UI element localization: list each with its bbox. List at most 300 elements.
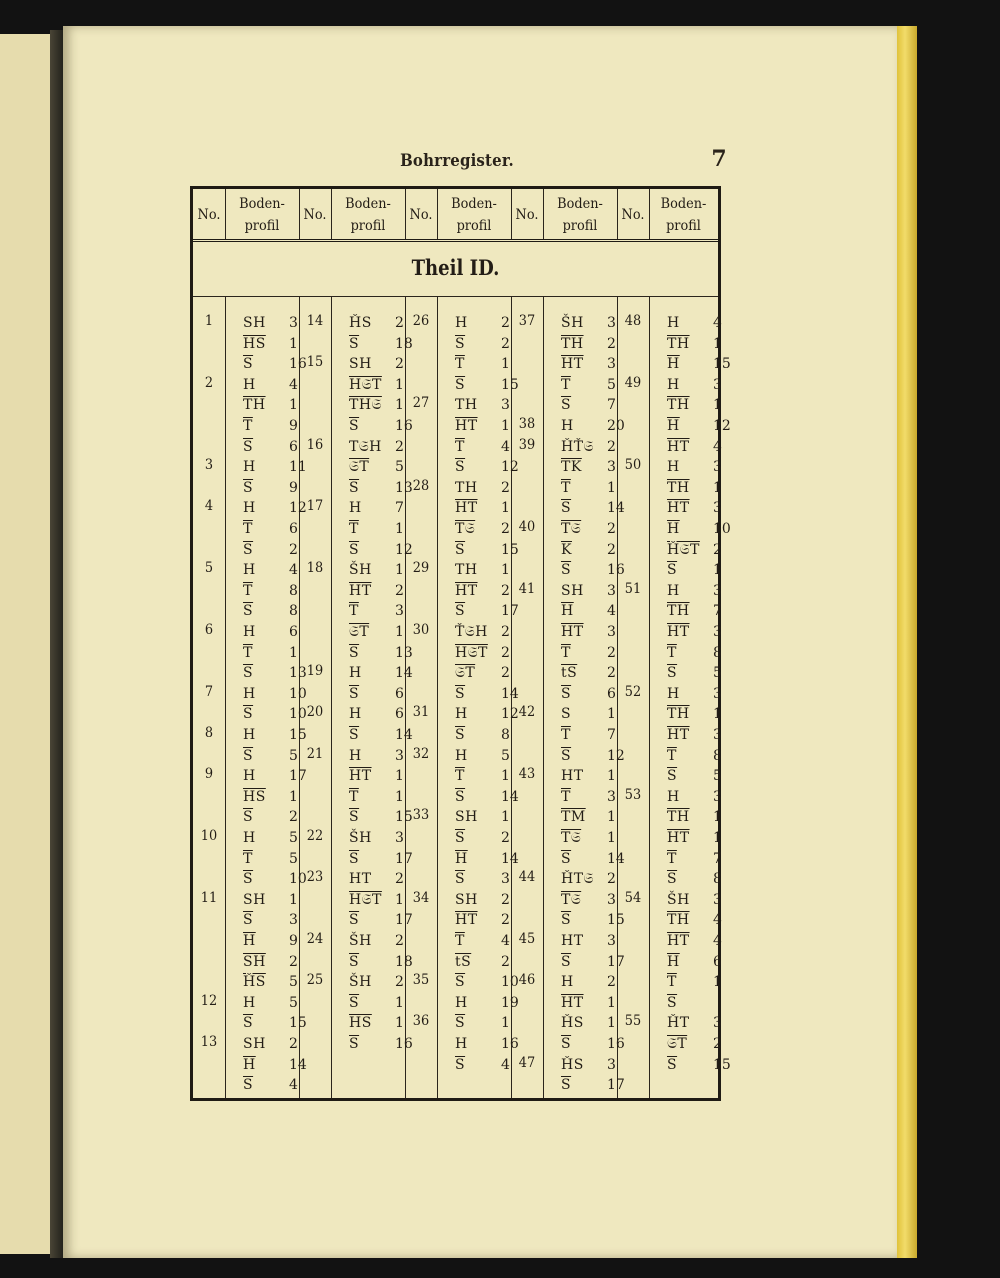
profile-entry xyxy=(243,601,315,621)
depth-value: 4 xyxy=(713,933,722,949)
soil-symbol: $\overline{S}$ xyxy=(667,1056,678,1073)
header-bodenprofil-label: Boden- profil xyxy=(345,196,391,234)
soil-symbol: $\overline{T}$ xyxy=(561,479,571,496)
depth-value: 1 xyxy=(607,768,616,785)
depth-value: 6 xyxy=(607,685,616,702)
soil-symbol: 𝔖T xyxy=(349,459,370,476)
soil-symbol: $\overline{H}$ xyxy=(455,850,468,867)
depth-value: 5 xyxy=(395,459,404,476)
header-no-label: No. xyxy=(409,207,433,223)
depth-value: 2 xyxy=(501,644,510,661)
header-bodenprofil-label: Boden- profil xyxy=(557,196,603,234)
soil-symbol: H xyxy=(667,459,680,476)
soil-symbol: $\overline{S}$ xyxy=(667,665,678,682)
soil-symbol: $\overline{T}$ xyxy=(349,603,359,620)
depth-value: 1 xyxy=(395,994,404,1011)
depth-value: 19 xyxy=(501,994,519,1011)
profile-entry xyxy=(349,766,421,786)
profile-entry xyxy=(243,684,315,704)
soil-symbol: H xyxy=(455,706,468,723)
depth-value: 10 xyxy=(289,685,307,702)
soil-symbol: $\overline{HT}$ xyxy=(561,624,584,640)
profile-entry xyxy=(561,622,633,642)
header-no-label: No. xyxy=(197,207,221,223)
soil-symbol: H𝔖T xyxy=(455,644,488,661)
soil-symbol: SH xyxy=(455,809,478,826)
depth-value: 14 xyxy=(501,788,519,805)
profile-entry xyxy=(243,334,315,354)
profile-entry xyxy=(455,560,527,580)
soil-symbol: $\overline{S}$ xyxy=(667,768,678,785)
profile-entry xyxy=(243,1034,315,1054)
depth-value: 1 xyxy=(289,644,298,661)
depth-value: 16 xyxy=(395,418,413,434)
profile-entry xyxy=(561,746,633,766)
profile-entry xyxy=(561,643,633,663)
depth-value: 3 xyxy=(289,912,298,929)
bore-number: 21 xyxy=(306,745,324,762)
soil-symbol: Ȟ𝔖T xyxy=(667,541,700,558)
soil-symbol: $\overline{TH}$ xyxy=(667,912,690,929)
header-no xyxy=(300,189,329,241)
profile-entry xyxy=(667,1013,739,1033)
soil-symbol: $\overline{S}$ xyxy=(455,335,466,352)
depth-value: 2 xyxy=(395,582,404,599)
depth-value: 2 xyxy=(713,1036,722,1052)
bore-number: 37 xyxy=(518,313,536,329)
soil-symbol: $\overline{S}$ xyxy=(349,644,360,661)
profile-entry xyxy=(243,395,315,415)
depth-value: 2 xyxy=(501,479,510,496)
bore-number: 48 xyxy=(624,313,642,329)
depth-value: 17 xyxy=(395,850,413,867)
depth-value: 6 xyxy=(289,438,298,455)
soil-symbol: $\overline{H}$ xyxy=(667,521,680,537)
depth-value: 3 xyxy=(713,788,722,805)
depth-value: 2 xyxy=(501,335,510,352)
profile-entry xyxy=(667,334,739,354)
soil-symbol: ŠH xyxy=(667,891,690,908)
profile-entry xyxy=(561,601,633,621)
bore-number: 15 xyxy=(306,354,324,371)
soil-symbol: H xyxy=(455,1036,468,1052)
soil-symbol: $\overline{H}$ xyxy=(667,953,680,970)
soil-symbol: $\overline{S}$ xyxy=(349,994,360,1011)
depth-value: 16 xyxy=(395,1036,413,1052)
soil-symbol: $\overline{S}$ xyxy=(243,479,254,496)
soil-symbol: $\overline{HT}$ xyxy=(667,727,690,743)
profile-entry xyxy=(243,519,315,539)
bore-number: 47 xyxy=(518,1054,536,1071)
depth-value: 14 xyxy=(607,850,625,867)
soil-symbol: $\overline{S}$ xyxy=(349,335,360,352)
profile-entry xyxy=(561,334,633,354)
soil-symbol: TH xyxy=(455,562,478,579)
profile-entry xyxy=(243,725,315,745)
soil-symbol: $\overline{T}$ xyxy=(561,727,571,743)
soil-symbol: ȞT𝔖 xyxy=(561,871,594,888)
profile-entry xyxy=(667,890,739,910)
soil-symbol: $\overline{H}$ xyxy=(561,603,574,620)
profile-entry xyxy=(243,952,315,972)
profile-entry xyxy=(243,478,315,498)
soil-symbol: $\overline{HT}$ xyxy=(455,500,478,517)
soil-symbol: $\overline{HT}$ xyxy=(667,624,690,640)
profile-entry xyxy=(349,375,421,395)
profile-entry xyxy=(667,643,739,663)
profile-entry xyxy=(455,354,527,374)
profile-entry xyxy=(667,910,739,930)
depth-value: 14 xyxy=(395,665,413,682)
header-double-rule xyxy=(193,239,718,244)
bore-number: 24 xyxy=(306,931,324,947)
depth-value: 6 xyxy=(289,624,298,640)
depth-value: 3 xyxy=(607,315,616,331)
header-no-label: No. xyxy=(515,207,539,223)
depth-value: 2 xyxy=(289,541,298,558)
depth-value: 2 xyxy=(607,335,616,352)
soil-symbol: $\overline{T}$ xyxy=(561,376,571,393)
soil-symbol: $\overline{T}$ xyxy=(243,644,253,661)
depth-value: 15 xyxy=(607,912,625,929)
soil-symbol: H xyxy=(349,747,362,764)
soil-symbol: $\overline{TH}$ xyxy=(243,397,266,414)
profile-entry xyxy=(243,849,315,869)
header-no-label: No. xyxy=(303,207,327,223)
soil-symbol: T𝔖 xyxy=(455,521,476,537)
profile-entry xyxy=(243,622,315,642)
profile-entry xyxy=(243,1075,315,1095)
profile-entry xyxy=(667,766,739,786)
depth-value: 1 xyxy=(607,1015,616,1032)
soil-symbol: $\overline{HT}$ xyxy=(349,768,372,785)
soil-symbol: $\overline{S}$ xyxy=(243,1015,254,1032)
soil-symbol: SH xyxy=(349,356,372,373)
bore-number: 53 xyxy=(624,786,642,803)
soil-symbol: $\overline{HT}$ xyxy=(455,912,478,929)
depth-value: 1 xyxy=(395,788,404,805)
soil-symbol: $\overline{ȞS}$ xyxy=(243,974,266,991)
soil-symbol: $\overline{S}$ xyxy=(243,912,254,929)
bore-number: 19 xyxy=(306,663,324,680)
depth-value: 3 xyxy=(289,315,298,331)
soil-symbol: $\overline{S}$ xyxy=(561,397,572,414)
depth-value: 2 xyxy=(607,871,616,888)
profile-entry xyxy=(455,395,527,415)
bore-number: 29 xyxy=(412,560,430,577)
soil-symbol: T𝔖 xyxy=(561,830,582,846)
bore-number: 8 xyxy=(204,725,214,741)
profile-entry xyxy=(349,787,421,807)
depth-value: 9 xyxy=(289,933,298,949)
soil-symbol: $\overline{K}$ xyxy=(561,541,572,558)
depth-value: 1 xyxy=(395,521,404,537)
profile-entry xyxy=(667,993,739,1013)
depth-value: 1 xyxy=(713,830,722,846)
soil-symbol: $\overline{S}$ xyxy=(243,603,254,620)
profile-entry xyxy=(455,684,527,704)
bore-number: 17 xyxy=(306,498,324,515)
profile-entry xyxy=(561,519,633,539)
bore-number: 36 xyxy=(412,1013,430,1030)
soil-symbol: T𝔖 xyxy=(561,891,582,908)
profile-entry xyxy=(561,437,633,457)
profile-entry xyxy=(561,869,633,889)
bore-number: 5 xyxy=(204,560,214,577)
profile-entry xyxy=(667,457,739,477)
soil-symbol: $\overline{TH}$ xyxy=(667,479,690,496)
soil-symbol: H xyxy=(455,747,468,764)
soil-symbol: $\overline{S}$ xyxy=(455,974,466,991)
profile-entry xyxy=(667,684,739,704)
depth-value: 12 xyxy=(501,706,519,723)
depth-value: 10 xyxy=(289,706,307,723)
soil-symbol: ŠH xyxy=(349,933,372,949)
depth-value: 1 xyxy=(607,479,616,496)
depth-value: 13 xyxy=(289,665,307,682)
profile-entry xyxy=(455,457,527,477)
soil-symbol: $\overline{S}$ xyxy=(667,871,678,888)
soil-symbol: T𝔖 xyxy=(561,521,582,537)
profile-entry xyxy=(667,519,739,539)
soil-symbol: $\overline{S}$ xyxy=(455,830,466,846)
profile-entry xyxy=(667,1034,739,1054)
soil-symbol: S xyxy=(561,706,572,723)
soil-symbol: $\overline{S}$ xyxy=(455,727,466,743)
soil-symbol: ŠH xyxy=(561,315,584,331)
depth-value: 15 xyxy=(713,1056,731,1073)
bore-number: 22 xyxy=(306,828,324,844)
column-rule xyxy=(299,189,300,239)
soil-symbol: $\overline{S}$ xyxy=(561,850,572,867)
bore-number: 38 xyxy=(518,416,536,432)
soil-symbol: $\overline{T}$ xyxy=(455,356,465,373)
bore-number: 55 xyxy=(624,1013,642,1030)
bore-number: 6 xyxy=(204,622,214,638)
depth-value: 1 xyxy=(501,1015,510,1032)
profile-entry xyxy=(243,787,315,807)
header-bodenprofil-label: Boden- profil xyxy=(451,196,497,234)
soil-symbol: H xyxy=(349,500,362,517)
soil-symbol: $\overline{S}$ xyxy=(561,1077,572,1094)
soil-symbol: $\overline{T}$ xyxy=(667,974,677,991)
profile-entry xyxy=(561,540,633,560)
profile-entry xyxy=(243,457,315,477)
depth-value: 8 xyxy=(501,727,510,743)
depth-value: 3 xyxy=(501,871,510,888)
profile-entry xyxy=(667,395,739,415)
depth-value: 7 xyxy=(607,397,616,414)
bore-number: 49 xyxy=(624,374,642,391)
page-stack-edge xyxy=(897,26,917,1258)
bore-number: 41 xyxy=(518,580,536,597)
profile-entry xyxy=(455,643,527,663)
bore-number: 18 xyxy=(306,560,324,577)
soil-symbol: $\overline{HT}$ xyxy=(667,933,690,949)
depth-value: 13 xyxy=(395,479,413,496)
profile-entry xyxy=(667,849,739,869)
soil-symbol: H xyxy=(667,315,680,331)
soil-symbol: SH xyxy=(243,891,266,908)
profile-entry xyxy=(561,849,633,869)
depth-value: 2 xyxy=(607,541,616,558)
profile-entry xyxy=(349,725,421,745)
soil-symbol: ȞŤ𝔖 xyxy=(561,438,594,455)
profile-entry xyxy=(349,540,421,560)
depth-value: 2 xyxy=(289,809,298,826)
soil-symbol: $\overline{TH}$ xyxy=(667,706,690,723)
soil-symbol: $\overline{T}$ xyxy=(561,644,571,661)
profile-entry xyxy=(667,869,739,889)
soil-symbol: H xyxy=(243,376,256,393)
soil-symbol: H xyxy=(667,376,680,393)
depth-value: 1 xyxy=(713,479,722,496)
profile-entry xyxy=(349,952,421,972)
soil-symbol: $\overline{S}$ xyxy=(349,479,360,496)
depth-value: 2 xyxy=(713,541,722,558)
depth-value: 2 xyxy=(395,871,404,888)
depth-value: 2 xyxy=(395,438,404,455)
soil-symbol: H xyxy=(243,768,256,785)
bore-register-table xyxy=(190,186,731,1101)
soil-symbol: $\overline{S}$ xyxy=(561,500,572,517)
soil-symbol: H xyxy=(455,315,468,331)
column-rule xyxy=(225,297,226,1098)
bore-number: 2 xyxy=(204,374,214,391)
depth-value: 4 xyxy=(501,438,510,455)
column-rule xyxy=(543,297,544,1098)
profile-entry xyxy=(561,663,633,683)
soil-symbol: $\overline{TH}$ xyxy=(667,397,690,414)
soil-symbol: H xyxy=(561,974,574,991)
profile-entry xyxy=(455,787,527,807)
profile-entry xyxy=(561,828,633,848)
header-bodenprofil xyxy=(652,189,715,241)
profile-entry xyxy=(349,993,421,1013)
profile-entry xyxy=(667,560,739,580)
profile-entry xyxy=(667,540,739,560)
depth-value: 17 xyxy=(289,768,307,785)
profile-entry xyxy=(243,1055,315,1075)
depth-value: 15 xyxy=(501,541,519,558)
depth-value: 7 xyxy=(395,500,404,517)
depth-value: 1 xyxy=(395,624,404,640)
soil-symbol: $\overline{T}$ xyxy=(667,850,677,867)
soil-symbol: H xyxy=(243,459,256,476)
profile-entry xyxy=(667,725,739,745)
profile-entry xyxy=(349,684,421,704)
profile-entry xyxy=(667,663,739,683)
soil-symbol: $\overline{S}$ xyxy=(349,912,360,929)
soil-symbol: $\overline{HT}$ xyxy=(667,830,690,846)
depth-value: 2 xyxy=(501,521,510,537)
soil-symbol: H xyxy=(243,830,256,846)
depth-value: 16 xyxy=(607,562,625,579)
depth-value: 2 xyxy=(395,315,404,331)
profile-entry xyxy=(349,910,421,930)
soil-symbol: $\overline{S}$ xyxy=(455,603,466,620)
soil-symbol: $\overline{HT}$ xyxy=(455,582,478,599)
depth-value: 5 xyxy=(713,768,722,785)
depth-value: 1 xyxy=(289,891,298,908)
column-rule xyxy=(331,297,332,1098)
soil-symbol: $\overline{S}$ xyxy=(667,562,678,579)
depth-value: 15 xyxy=(395,809,413,826)
profile-entry xyxy=(667,787,739,807)
soil-symbol: TH𝔖 xyxy=(349,397,382,414)
bore-number: 43 xyxy=(518,766,536,783)
profile-entry xyxy=(667,437,739,457)
soil-symbol: ȞS xyxy=(561,1015,584,1032)
depth-value: 14 xyxy=(501,850,519,867)
depth-value: 2 xyxy=(607,665,616,682)
profile-entry xyxy=(455,952,527,972)
depth-value: 16 xyxy=(501,1036,519,1052)
depth-value: 4 xyxy=(713,912,722,929)
profile-entry xyxy=(667,478,739,498)
soil-symbol: H xyxy=(349,665,362,682)
profile-entry xyxy=(455,334,527,354)
depth-value: 9 xyxy=(289,418,298,434)
depth-value: 10 xyxy=(713,521,731,537)
soil-symbol: H xyxy=(561,418,574,434)
bore-number: 39 xyxy=(518,436,536,453)
bore-number: 1 xyxy=(204,313,214,329)
depth-value: 1 xyxy=(501,809,510,826)
depth-value: 7 xyxy=(713,603,722,620)
soil-symbol: $\overline{TH}$ xyxy=(667,335,690,352)
soil-symbol: $\overline{S}$ xyxy=(349,953,360,970)
column-rule xyxy=(437,189,438,239)
depth-value: 1 xyxy=(607,830,616,846)
soil-symbol: ȞT xyxy=(667,1015,690,1032)
profile-entry xyxy=(561,478,633,498)
depth-value: 12 xyxy=(395,541,413,558)
column-rule xyxy=(649,189,650,239)
profile-entry xyxy=(243,375,315,395)
bore-number: 42 xyxy=(518,704,536,721)
soil-symbol: $\overline{S}$ xyxy=(561,685,572,702)
depth-value: 1 xyxy=(607,809,616,826)
depth-value: 3 xyxy=(607,356,616,373)
depth-value: 8 xyxy=(289,582,298,599)
soil-symbol: H xyxy=(243,562,256,579)
depth-value: 6 xyxy=(395,685,404,702)
soil-symbol: $\overline{S}$ xyxy=(349,541,360,558)
header-no xyxy=(512,189,541,241)
bore-number: 34 xyxy=(412,889,430,906)
profile-entry xyxy=(349,601,421,621)
column-rule xyxy=(617,189,618,239)
bore-number: 46 xyxy=(518,972,536,989)
profile-entry xyxy=(561,416,633,436)
depth-value: 20 xyxy=(607,418,625,434)
soil-symbol: H𝔖T xyxy=(349,891,382,908)
header-no xyxy=(194,189,223,241)
profile-entry xyxy=(455,375,527,395)
depth-value: 4 xyxy=(713,315,722,331)
depth-value: 3 xyxy=(713,891,722,908)
depth-value: 4 xyxy=(501,933,510,949)
profile-entry xyxy=(349,643,421,663)
depth-value: 10 xyxy=(501,974,519,991)
profile-entry xyxy=(561,1075,633,1095)
depth-value: 7 xyxy=(713,850,722,867)
profile-entry xyxy=(243,416,315,436)
depth-value: 16 xyxy=(289,356,307,373)
soil-symbol: $\overline{S}$ xyxy=(455,541,466,558)
soil-symbol: $\overline{TH}$ xyxy=(667,809,690,826)
